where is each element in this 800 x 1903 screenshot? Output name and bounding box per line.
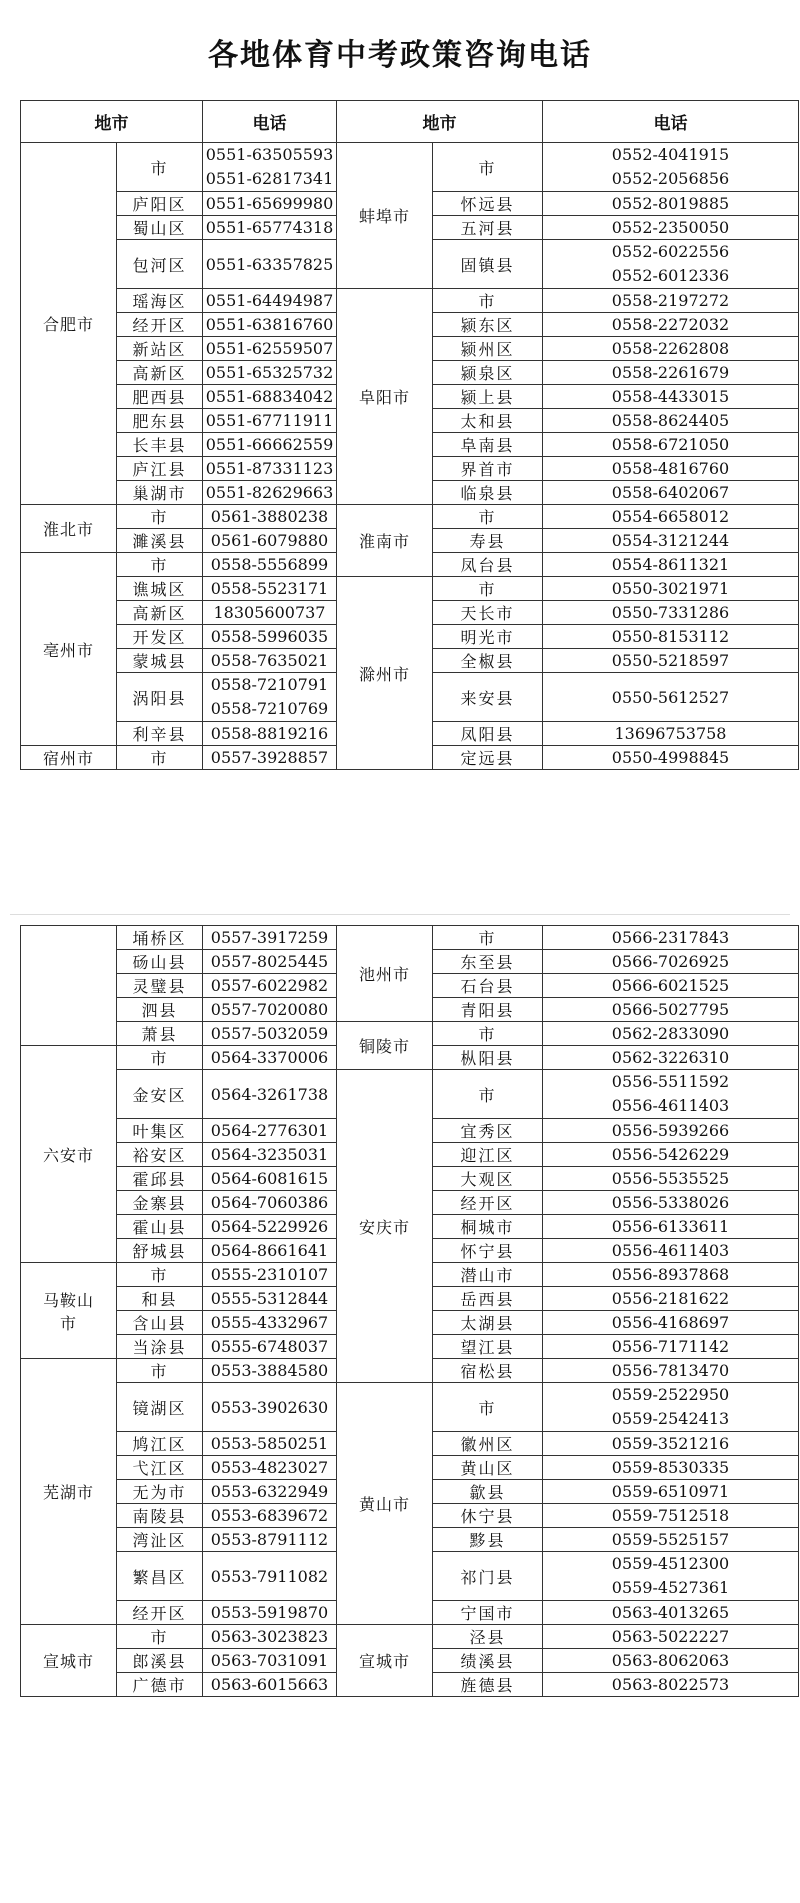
phone-cell: 0556-7813470: [543, 1359, 799, 1383]
district-cell: 包河区: [117, 240, 203, 289]
phone-cell: 0553-6839672: [203, 1504, 337, 1528]
phone-cell: 0558-8819216: [203, 722, 337, 746]
phone-cell: 0553-6322949: [203, 1480, 337, 1504]
phone-cell: 0566-5027795: [543, 998, 799, 1022]
district-cell: 休宁县: [433, 1504, 543, 1528]
district-cell: 临泉县: [433, 481, 543, 505]
district-cell: 和县: [117, 1287, 203, 1311]
phone-cell: 0559-5525157: [543, 1528, 799, 1552]
phone-number: 0558-7210791: [210, 675, 329, 694]
phone-cell: 0551-63357825: [203, 240, 337, 289]
phone-cell: 0556-5535525: [543, 1167, 799, 1191]
phone-cell: 0553-5850251: [203, 1432, 337, 1456]
phone-cell: 0556-5338026: [543, 1191, 799, 1215]
phone-number: 0559-4527361: [611, 1578, 730, 1597]
district-cell: 太湖县: [433, 1311, 543, 1335]
header-phone-left: 电话: [203, 101, 337, 143]
district-cell: 固镇县: [433, 240, 543, 289]
phone-cell: [543, 240, 799, 289]
phone-number: 0558-7210769: [210, 699, 329, 718]
district-cell: 霍山县: [117, 1215, 203, 1239]
city-cell: 宿州市: [21, 746, 117, 770]
city-name-line: 市: [59, 1313, 77, 1333]
phone-cell: 0550-8153112: [543, 625, 799, 649]
header-city-left: 地市: [21, 101, 203, 143]
phone-cell: 0554-6658012: [543, 505, 799, 529]
phone-cell: 0551-64494987: [203, 289, 337, 313]
district-cell: 高新区: [117, 361, 203, 385]
district-cell: 当涂县: [117, 1335, 203, 1359]
phone-cell: 0551-65325732: [203, 361, 337, 385]
phone-cell: 0564-3370006: [203, 1046, 337, 1070]
phone-cell: 0551-68834042: [203, 385, 337, 409]
phone-cell: 0563-3023823: [203, 1625, 337, 1649]
phone-cell: 0550-5218597: [543, 649, 799, 673]
phone-cell: 0552-8019885: [543, 192, 799, 216]
phone-cell: 0557-7020080: [203, 998, 337, 1022]
district-cell: 市: [117, 1263, 203, 1287]
phone-number: 0552-6012336: [611, 266, 730, 285]
district-cell: 颍上县: [433, 385, 543, 409]
phone-number: 0551-62817341: [205, 169, 334, 188]
phone-number: 0552-2056856: [611, 169, 730, 188]
district-cell: 宿松县: [433, 1359, 543, 1383]
district-cell: 湾沚区: [117, 1528, 203, 1552]
phone-cell: 0559-8530335: [543, 1456, 799, 1480]
phone-cell: 0556-8937868: [543, 1263, 799, 1287]
district-cell: 枞阳县: [433, 1046, 543, 1070]
policy-phone-table-2: [20, 925, 799, 1697]
policy-phone-table-1: [20, 100, 799, 770]
district-cell: 新站区: [117, 337, 203, 361]
phone-cell: [543, 1070, 799, 1119]
phone-number: 0556-5511592: [611, 1072, 730, 1091]
table-row: [21, 505, 799, 529]
district-cell: 青阳县: [433, 998, 543, 1022]
phone-cell: 0564-6081615: [203, 1167, 337, 1191]
city-cell: 安庆市: [337, 1070, 433, 1383]
phone-cell: 0553-3902630: [203, 1383, 337, 1432]
phone-cell: 0557-3917259: [203, 926, 337, 950]
district-cell: 颍东区: [433, 313, 543, 337]
district-cell: 市: [117, 1046, 203, 1070]
phone-cell: 0561-6079880: [203, 529, 337, 553]
district-cell: 裕安区: [117, 1143, 203, 1167]
phone-cell: 0558-4433015: [543, 385, 799, 409]
district-cell: 石台县: [433, 974, 543, 998]
district-cell: 郎溪县: [117, 1649, 203, 1673]
district-cell: 广德市: [117, 1673, 203, 1697]
district-cell: 繁昌区: [117, 1552, 203, 1601]
phone-cell: 0558-6402067: [543, 481, 799, 505]
phone-cell: [543, 143, 799, 192]
table-row: [21, 1070, 799, 1119]
phone-cell: 0554-3121244: [543, 529, 799, 553]
phone-cell: 0559-6510971: [543, 1480, 799, 1504]
district-cell: 市: [433, 577, 543, 601]
district-cell: 庐江县: [117, 457, 203, 481]
phone-cell: 0551-66662559: [203, 433, 337, 457]
phone-cell: 0558-8624405: [543, 409, 799, 433]
phone-cell: 0564-3261738: [203, 1070, 337, 1119]
phone-cell: 0550-7331286: [543, 601, 799, 625]
table-row: [21, 1383, 799, 1432]
phone-cell: 0556-6133611: [543, 1215, 799, 1239]
district-cell: 黟县: [433, 1528, 543, 1552]
district-cell: 无为市: [117, 1480, 203, 1504]
phone-cell: 0551-65774318: [203, 216, 337, 240]
district-cell: 市: [117, 553, 203, 577]
phone-cell: 0550-5612527: [543, 673, 799, 722]
district-cell: 市: [117, 143, 203, 192]
phone-cell: 0551-87331123: [203, 457, 337, 481]
table-row: [21, 1022, 799, 1046]
district-cell: 经开区: [117, 313, 203, 337]
district-cell: 蒙城县: [117, 649, 203, 673]
city-cell: [21, 1263, 117, 1359]
district-cell: 宁国市: [433, 1601, 543, 1625]
phone-cell: 0551-82629663: [203, 481, 337, 505]
phone-cell: 0566-7026925: [543, 950, 799, 974]
district-cell: 巢湖市: [117, 481, 203, 505]
district-cell: 市: [117, 1625, 203, 1649]
district-cell: 东至县: [433, 950, 543, 974]
phone-number: 0556-4611403: [611, 1096, 730, 1115]
phone-number: 0551-63505593: [205, 145, 334, 164]
phone-cell: 18305600737: [203, 601, 337, 625]
phone-number: 0552-4041915: [611, 145, 730, 164]
district-cell: 歙县: [433, 1480, 543, 1504]
phone-cell: 0562-3226310: [543, 1046, 799, 1070]
district-cell: 南陵县: [117, 1504, 203, 1528]
phone-cell: 0559-7512518: [543, 1504, 799, 1528]
phone-cell: [203, 143, 337, 192]
district-cell: 泗县: [117, 998, 203, 1022]
district-cell: 泾县: [433, 1625, 543, 1649]
district-cell: 蜀山区: [117, 216, 203, 240]
phone-number: 0559-2522950: [611, 1385, 730, 1404]
district-cell: 岳西县: [433, 1287, 543, 1311]
phone-cell: 0550-3021971: [543, 577, 799, 601]
city-cell: 黄山市: [337, 1383, 433, 1625]
city-cell: 池州市: [337, 926, 433, 1022]
phone-cell: 0553-7911082: [203, 1552, 337, 1601]
table-header-row: [21, 101, 799, 143]
phone-cell: 0564-2776301: [203, 1119, 337, 1143]
district-cell: 绩溪县: [433, 1649, 543, 1673]
phone-cell: 0563-8022573: [543, 1673, 799, 1697]
district-cell: 旌德县: [433, 1673, 543, 1697]
district-cell: 阜南县: [433, 433, 543, 457]
district-cell: 市: [117, 1359, 203, 1383]
phone-cell: 0559-3521216: [543, 1432, 799, 1456]
phone-cell: 0555-4332967: [203, 1311, 337, 1335]
phone-cell: 0563-5022227: [543, 1625, 799, 1649]
phone-cell: 0553-5919870: [203, 1601, 337, 1625]
city-cell: 宣城市: [21, 1625, 117, 1697]
phone-cell: 0563-6015663: [203, 1673, 337, 1697]
district-cell: 经开区: [433, 1191, 543, 1215]
phone-cell: 0550-4998845: [543, 746, 799, 770]
district-cell: 高新区: [117, 601, 203, 625]
phone-cell: 0566-6021525: [543, 974, 799, 998]
district-cell: 天长市: [433, 601, 543, 625]
district-cell: 凤台县: [433, 553, 543, 577]
phone-cell: 0555-6748037: [203, 1335, 337, 1359]
phone-cell: 0564-5229926: [203, 1215, 337, 1239]
district-cell: 市: [433, 1070, 543, 1119]
district-cell: 长丰县: [117, 433, 203, 457]
phone-cell: 0558-5523171: [203, 577, 337, 601]
district-cell: 迎江区: [433, 1143, 543, 1167]
district-cell: 太和县: [433, 409, 543, 433]
district-cell: 怀宁县: [433, 1239, 543, 1263]
district-cell: 颍州区: [433, 337, 543, 361]
table-row: [21, 577, 799, 601]
table-row: [21, 1625, 799, 1649]
phone-cell: 0564-7060386: [203, 1191, 337, 1215]
phone-cell: 0566-2317843: [543, 926, 799, 950]
phone-cell: 0552-2350050: [543, 216, 799, 240]
table-row: [21, 143, 799, 192]
phone-cell: 0555-2310107: [203, 1263, 337, 1287]
phone-cell: 0553-4823027: [203, 1456, 337, 1480]
district-cell: 寿县: [433, 529, 543, 553]
city-cell: 宣城市: [337, 1625, 433, 1697]
phone-cell: [543, 1383, 799, 1432]
city-cell: 蚌埠市: [337, 143, 433, 289]
phone-cell: 0561-3880238: [203, 505, 337, 529]
district-cell: 界首市: [433, 457, 543, 481]
district-cell: 市: [117, 505, 203, 529]
phone-cell: 0556-5939266: [543, 1119, 799, 1143]
district-cell: 市: [433, 505, 543, 529]
district-cell: 开发区: [117, 625, 203, 649]
phone-cell: 0558-2272032: [543, 313, 799, 337]
district-cell: 含山县: [117, 1311, 203, 1335]
phone-cell: 0551-62559507: [203, 337, 337, 361]
district-cell: 金安区: [117, 1070, 203, 1119]
city-cell: 淮南市: [337, 505, 433, 577]
phone-cell: 0556-2181622: [543, 1287, 799, 1311]
city-cell: 亳州市: [21, 553, 117, 746]
phone-cell: 0551-65699980: [203, 192, 337, 216]
city-cell: 阜阳市: [337, 289, 433, 505]
phone-cell: 0553-8791112: [203, 1528, 337, 1552]
phone-cell: 0558-5556899: [203, 553, 337, 577]
district-cell: 弋江区: [117, 1456, 203, 1480]
phone-cell: 0558-4816760: [543, 457, 799, 481]
phone-cell: 0556-7171142: [543, 1335, 799, 1359]
city-cell: 芜湖市: [21, 1359, 117, 1625]
phone-cell: 0558-2262808: [543, 337, 799, 361]
district-cell: 怀远县: [433, 192, 543, 216]
district-cell: 利辛县: [117, 722, 203, 746]
phone-cell: 13696753758: [543, 722, 799, 746]
page-title: 各地体育中考政策咨询电话: [208, 38, 592, 73]
district-cell: 镜湖区: [117, 1383, 203, 1432]
city-cell: 滁州市: [337, 577, 433, 770]
district-cell: 颍泉区: [433, 361, 543, 385]
district-cell: 市: [433, 926, 543, 950]
district-cell: 市: [433, 143, 543, 192]
district-cell: 瑶海区: [117, 289, 203, 313]
phone-cell: [203, 673, 337, 722]
phone-cell: [543, 1552, 799, 1601]
district-cell: 砀山县: [117, 950, 203, 974]
divider: [10, 914, 790, 915]
district-cell: 埇桥区: [117, 926, 203, 950]
district-cell: 凤阳县: [433, 722, 543, 746]
phone-cell: 0564-3235031: [203, 1143, 337, 1167]
header-phone-right: 电话: [543, 101, 799, 143]
phone-cell: 0556-5426229: [543, 1143, 799, 1167]
phone-number: 0559-2542413: [611, 1409, 730, 1428]
district-cell: 肥东县: [117, 409, 203, 433]
phone-cell: 0558-2261679: [543, 361, 799, 385]
table-row: [21, 289, 799, 313]
district-cell: 望江县: [433, 1335, 543, 1359]
district-cell: 宜秀区: [433, 1119, 543, 1143]
city-cell: 合肥市: [21, 143, 117, 505]
city-cell: 淮北市: [21, 505, 117, 553]
district-cell: 黄山区: [433, 1456, 543, 1480]
phone-cell: 0563-4013265: [543, 1601, 799, 1625]
district-cell: 市: [117, 746, 203, 770]
phone-cell: 0563-8062063: [543, 1649, 799, 1673]
district-cell: 濉溪县: [117, 529, 203, 553]
district-cell: 涡阳县: [117, 673, 203, 722]
phone-number: 0559-4512300: [611, 1554, 730, 1573]
phone-cell: 0555-5312844: [203, 1287, 337, 1311]
phone-cell: 0563-7031091: [203, 1649, 337, 1673]
header-city-right: 地市: [337, 101, 543, 143]
district-cell: 谯城区: [117, 577, 203, 601]
district-cell: 全椒县: [433, 649, 543, 673]
district-cell: 鸠江区: [117, 1432, 203, 1456]
phone-cell: 0551-63816760: [203, 313, 337, 337]
district-cell: 徽州区: [433, 1432, 543, 1456]
phone-cell: 0558-2197272: [543, 289, 799, 313]
phone-cell: 0558-6721050: [543, 433, 799, 457]
district-cell: 五河县: [433, 216, 543, 240]
phone-cell: 0557-8025445: [203, 950, 337, 974]
district-cell: 庐阳区: [117, 192, 203, 216]
phone-cell: 0557-6022982: [203, 974, 337, 998]
district-cell: 定远县: [433, 746, 543, 770]
city-cell: 铜陵市: [337, 1022, 433, 1070]
phone-cell: 0556-4168697: [543, 1311, 799, 1335]
phone-cell: 0557-5032059: [203, 1022, 337, 1046]
phone-cell: 0562-2833090: [543, 1022, 799, 1046]
phone-cell: 0554-8611321: [543, 553, 799, 577]
district-cell: 舒城县: [117, 1239, 203, 1263]
district-cell: 叶集区: [117, 1119, 203, 1143]
district-cell: 市: [433, 289, 543, 313]
phone-cell: 0558-7635021: [203, 649, 337, 673]
district-cell: 经开区: [117, 1601, 203, 1625]
district-cell: 市: [433, 1022, 543, 1046]
phone-number: 0552-6022556: [611, 242, 730, 261]
phone-cell: 0556-4611403: [543, 1239, 799, 1263]
district-cell: 灵璧县: [117, 974, 203, 998]
city-cell: 六安市: [21, 1046, 117, 1263]
district-cell: 潜山市: [433, 1263, 543, 1287]
district-cell: 明光市: [433, 625, 543, 649]
district-cell: 祁门县: [433, 1552, 543, 1601]
city-name-line: 马鞍山: [42, 1290, 94, 1310]
phone-cell: 0558-5996035: [203, 625, 337, 649]
phone-cell: 0557-3928857: [203, 746, 337, 770]
district-cell: 肥西县: [117, 385, 203, 409]
district-cell: 市: [433, 1383, 543, 1432]
district-cell: 桐城市: [433, 1215, 543, 1239]
table-row: [21, 926, 799, 950]
city-cell-continued: [21, 926, 117, 1046]
phone-cell: 0564-8661641: [203, 1239, 337, 1263]
phone-cell: 0551-67711911: [203, 409, 337, 433]
district-cell: 萧县: [117, 1022, 203, 1046]
district-cell: 金寨县: [117, 1191, 203, 1215]
district-cell: 霍邱县: [117, 1167, 203, 1191]
district-cell: 大观区: [433, 1167, 543, 1191]
phone-cell: 0553-3884580: [203, 1359, 337, 1383]
district-cell: 来安县: [433, 673, 543, 722]
